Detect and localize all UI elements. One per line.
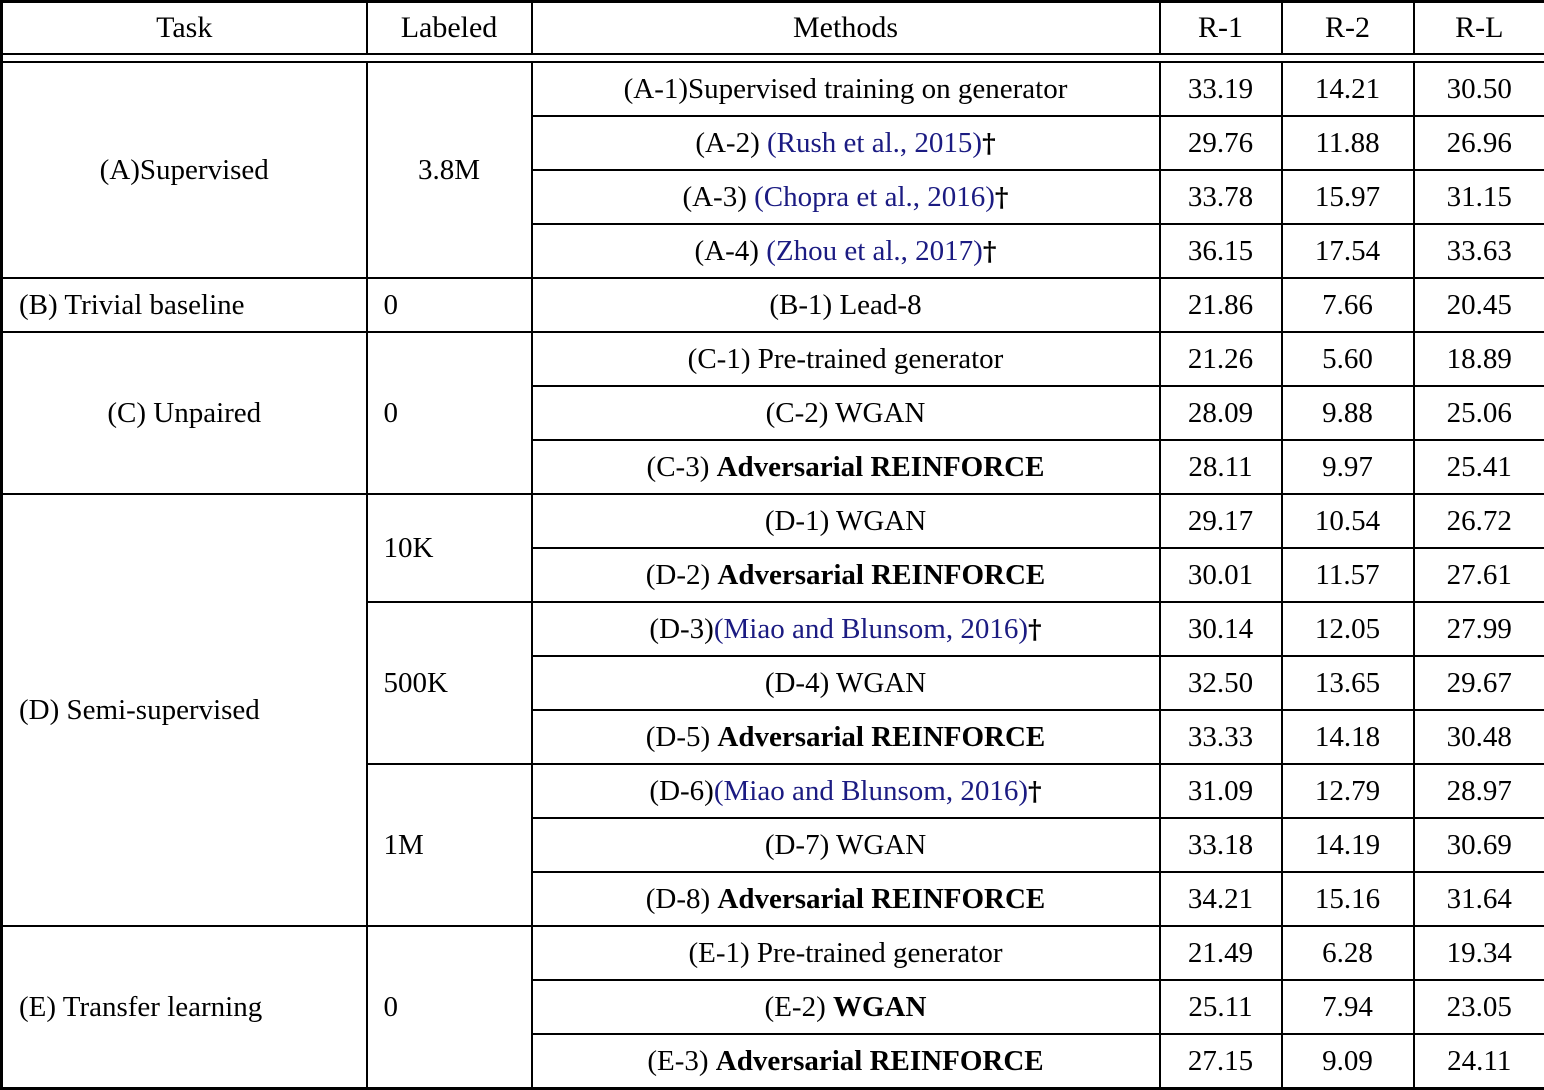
labeled-cell-E-0: 0 bbox=[367, 926, 532, 1089]
dagger-icon: † bbox=[1028, 615, 1042, 645]
method-prefix: (A-1) bbox=[624, 73, 688, 105]
method-name: Adversarial REINFORCE bbox=[716, 1045, 1044, 1077]
score-rl-D-1: 26.72 bbox=[1414, 494, 1544, 548]
column-header-rl: R-L bbox=[1414, 2, 1544, 55]
score-rl-D-6: 28.97 bbox=[1414, 764, 1544, 818]
method-name: Lead-8 bbox=[839, 289, 921, 321]
score-rl-D-8: 31.64 bbox=[1414, 872, 1544, 926]
table-header-row bbox=[2, 2, 1544, 55]
method-cell-D-3 bbox=[532, 602, 1160, 656]
score-r1-C-2: 28.09 bbox=[1160, 386, 1282, 440]
method-name: Adversarial REINFORCE bbox=[717, 451, 1045, 483]
method-cell-B-1 bbox=[532, 278, 1160, 332]
method-name: Adversarial REINFORCE bbox=[717, 559, 1045, 591]
method-name: WGAN bbox=[835, 397, 925, 429]
task-cell-E: (E) Transfer learning bbox=[2, 926, 367, 1089]
score-r2-D-2: 11.57 bbox=[1282, 548, 1414, 602]
score-r1-D-8: 34.21 bbox=[1160, 872, 1282, 926]
score-r2-D-4: 13.65 bbox=[1282, 656, 1414, 710]
score-r2-A-4: 17.54 bbox=[1282, 224, 1414, 278]
method-cell-A-1 bbox=[532, 62, 1160, 116]
score-rl-D-2: 27.61 bbox=[1414, 548, 1544, 602]
method-prefix: (D-7) bbox=[765, 829, 836, 861]
header-double-rule bbox=[2, 54, 1544, 62]
score-r1-D-1: 29.17 bbox=[1160, 494, 1282, 548]
column-header-task: Task bbox=[2, 2, 367, 55]
score-r2-A-3: 15.97 bbox=[1282, 170, 1414, 224]
score-rl-E-3: 24.11 bbox=[1414, 1034, 1544, 1089]
task-cell-A: (A)Supervised bbox=[2, 62, 367, 278]
score-rl-A-2: 26.96 bbox=[1414, 116, 1544, 170]
score-r1-D-5: 33.33 bbox=[1160, 710, 1282, 764]
method-prefix: (C-1) bbox=[688, 343, 758, 375]
column-header-methods: Methods bbox=[532, 2, 1160, 55]
method-cell-A-3 bbox=[532, 170, 1160, 224]
dagger-icon: † bbox=[982, 129, 996, 159]
score-r1-A-1: 33.19 bbox=[1160, 62, 1282, 116]
score-rl-E-2: 23.05 bbox=[1414, 980, 1544, 1034]
citation-link[interactable]: (Zhou et al., 2017) bbox=[766, 235, 983, 267]
score-r1-E-2: 25.11 bbox=[1160, 980, 1282, 1034]
score-r1-A-2: 29.76 bbox=[1160, 116, 1282, 170]
column-header-r1: R-1 bbox=[1160, 2, 1282, 55]
citation-link[interactable]: (Miao and Blunsom, 2016) bbox=[714, 613, 1028, 645]
dagger-icon: † bbox=[1028, 777, 1042, 807]
score-r1-E-3: 27.15 bbox=[1160, 1034, 1282, 1089]
method-name: Adversarial REINFORCE bbox=[717, 883, 1045, 915]
method-prefix: (D-5) bbox=[646, 721, 718, 753]
score-r2-D-7: 14.19 bbox=[1282, 818, 1414, 872]
method-cell-A-2 bbox=[532, 116, 1160, 170]
method-cell-A-4 bbox=[532, 224, 1160, 278]
score-r1-E-1: 21.49 bbox=[1160, 926, 1282, 980]
method-cell-D-4 bbox=[532, 656, 1160, 710]
method-cell-D-5 bbox=[532, 710, 1160, 764]
method-cell-E-2 bbox=[532, 980, 1160, 1034]
score-r2-C-1: 5.60 bbox=[1282, 332, 1414, 386]
dagger-icon: † bbox=[983, 237, 997, 267]
score-rl-C-1: 18.89 bbox=[1414, 332, 1544, 386]
score-r1-D-7: 33.18 bbox=[1160, 818, 1282, 872]
score-r1-B-1: 21.86 bbox=[1160, 278, 1282, 332]
score-r2-E-2: 7.94 bbox=[1282, 980, 1414, 1034]
score-r2-B-1: 7.66 bbox=[1282, 278, 1414, 332]
score-rl-E-1: 19.34 bbox=[1414, 926, 1544, 980]
task-cell-B: (B) Trivial baseline bbox=[2, 278, 367, 332]
score-r1-A-3: 33.78 bbox=[1160, 170, 1282, 224]
table-row bbox=[2, 494, 1544, 548]
method-cell-C-3 bbox=[532, 440, 1160, 494]
task-cell-D: (D) Semi-supervised bbox=[2, 494, 367, 926]
score-rl-C-2: 25.06 bbox=[1414, 386, 1544, 440]
score-r2-D-8: 15.16 bbox=[1282, 872, 1414, 926]
method-prefix: (D-4) bbox=[765, 667, 836, 699]
method-cell-D-7 bbox=[532, 818, 1160, 872]
table-row bbox=[2, 332, 1544, 386]
score-r2-D-6: 12.79 bbox=[1282, 764, 1414, 818]
score-r1-C-3: 28.11 bbox=[1160, 440, 1282, 494]
labeled-cell-D-0: 10K bbox=[367, 494, 532, 602]
method-name: WGAN bbox=[836, 667, 926, 699]
citation-link[interactable]: (Chopra et al., 2016) bbox=[754, 181, 995, 213]
score-r2-D-3: 12.05 bbox=[1282, 602, 1414, 656]
method-prefix: (D-3) bbox=[649, 613, 713, 645]
method-prefix: (A-4) bbox=[695, 235, 767, 267]
score-rl-D-4: 29.67 bbox=[1414, 656, 1544, 710]
score-r2-C-3: 9.97 bbox=[1282, 440, 1414, 494]
score-rl-D-7: 30.69 bbox=[1414, 818, 1544, 872]
method-prefix: (C-2) bbox=[766, 397, 836, 429]
method-prefix: (D-1) bbox=[765, 505, 836, 537]
score-rl-B-1: 20.45 bbox=[1414, 278, 1544, 332]
method-cell-E-3 bbox=[532, 1034, 1160, 1089]
column-header-labeled: Labeled bbox=[367, 2, 532, 55]
score-r1-A-4: 36.15 bbox=[1160, 224, 1282, 278]
method-name: WGAN bbox=[833, 991, 926, 1023]
score-rl-D-3: 27.99 bbox=[1414, 602, 1544, 656]
method-name: Pre-trained generator bbox=[758, 343, 1004, 375]
score-r1-D-3: 30.14 bbox=[1160, 602, 1282, 656]
column-header-r2: R-2 bbox=[1282, 2, 1414, 55]
method-prefix: (C-3) bbox=[647, 451, 717, 483]
method-name: Adversarial REINFORCE bbox=[717, 721, 1045, 753]
method-prefix: (E-1) bbox=[688, 937, 756, 969]
citation-link[interactable]: (Miao and Blunsom, 2016) bbox=[714, 775, 1028, 807]
score-rl-C-3: 25.41 bbox=[1414, 440, 1544, 494]
score-r2-A-2: 11.88 bbox=[1282, 116, 1414, 170]
method-prefix: (E-3) bbox=[647, 1045, 715, 1077]
score-rl-A-4: 33.63 bbox=[1414, 224, 1544, 278]
method-prefix: (D-6) bbox=[649, 775, 713, 807]
score-rl-A-1: 30.50 bbox=[1414, 62, 1544, 116]
method-cell-D-6 bbox=[532, 764, 1160, 818]
labeled-cell-D-1: 500K bbox=[367, 602, 532, 764]
method-cell-D-1 bbox=[532, 494, 1160, 548]
method-cell-C-2 bbox=[532, 386, 1160, 440]
method-name: WGAN bbox=[836, 505, 926, 537]
method-prefix: (B-1) bbox=[769, 289, 839, 321]
method-name: Supervised training on generator bbox=[688, 73, 1067, 105]
score-r2-D-5: 14.18 bbox=[1282, 710, 1414, 764]
score-r1-D-2: 30.01 bbox=[1160, 548, 1282, 602]
labeled-cell-D-2: 1M bbox=[367, 764, 532, 926]
score-r2-E-1: 6.28 bbox=[1282, 926, 1414, 980]
rule bbox=[2, 54, 1544, 62]
method-prefix: (A-3) bbox=[682, 181, 754, 213]
citation-link[interactable]: (Rush et al., 2015) bbox=[767, 127, 982, 159]
score-r1-C-1: 21.26 bbox=[1160, 332, 1282, 386]
method-cell-D-8 bbox=[532, 872, 1160, 926]
score-r2-E-3: 9.09 bbox=[1282, 1034, 1414, 1089]
method-name: Pre-trained generator bbox=[757, 937, 1003, 969]
score-r2-C-2: 9.88 bbox=[1282, 386, 1414, 440]
method-cell-C-1 bbox=[532, 332, 1160, 386]
method-prefix: (D-2) bbox=[646, 559, 718, 591]
score-rl-D-5: 30.48 bbox=[1414, 710, 1544, 764]
score-r1-D-4: 32.50 bbox=[1160, 656, 1282, 710]
score-r2-D-1: 10.54 bbox=[1282, 494, 1414, 548]
task-cell-C: (C) Unpaired bbox=[2, 332, 367, 494]
dagger-icon: † bbox=[995, 183, 1009, 213]
method-prefix: (A-2) bbox=[695, 127, 767, 159]
score-r1-D-6: 31.09 bbox=[1160, 764, 1282, 818]
labeled-cell-A-0: 3.8M bbox=[367, 62, 532, 278]
method-prefix: (E-2) bbox=[765, 991, 833, 1023]
method-name: WGAN bbox=[836, 829, 926, 861]
table-body bbox=[2, 2, 1544, 1089]
table-row bbox=[2, 926, 1544, 980]
method-cell-D-2 bbox=[532, 548, 1160, 602]
score-rl-A-3: 31.15 bbox=[1414, 170, 1544, 224]
labeled-cell-B-0: 0 bbox=[367, 278, 532, 332]
score-r2-A-1: 14.21 bbox=[1282, 62, 1414, 116]
table-row bbox=[2, 62, 1544, 116]
method-cell-E-1 bbox=[532, 926, 1160, 980]
table-row bbox=[2, 278, 1544, 332]
labeled-cell-C-0: 0 bbox=[367, 332, 532, 494]
method-prefix: (D-8) bbox=[646, 883, 718, 915]
